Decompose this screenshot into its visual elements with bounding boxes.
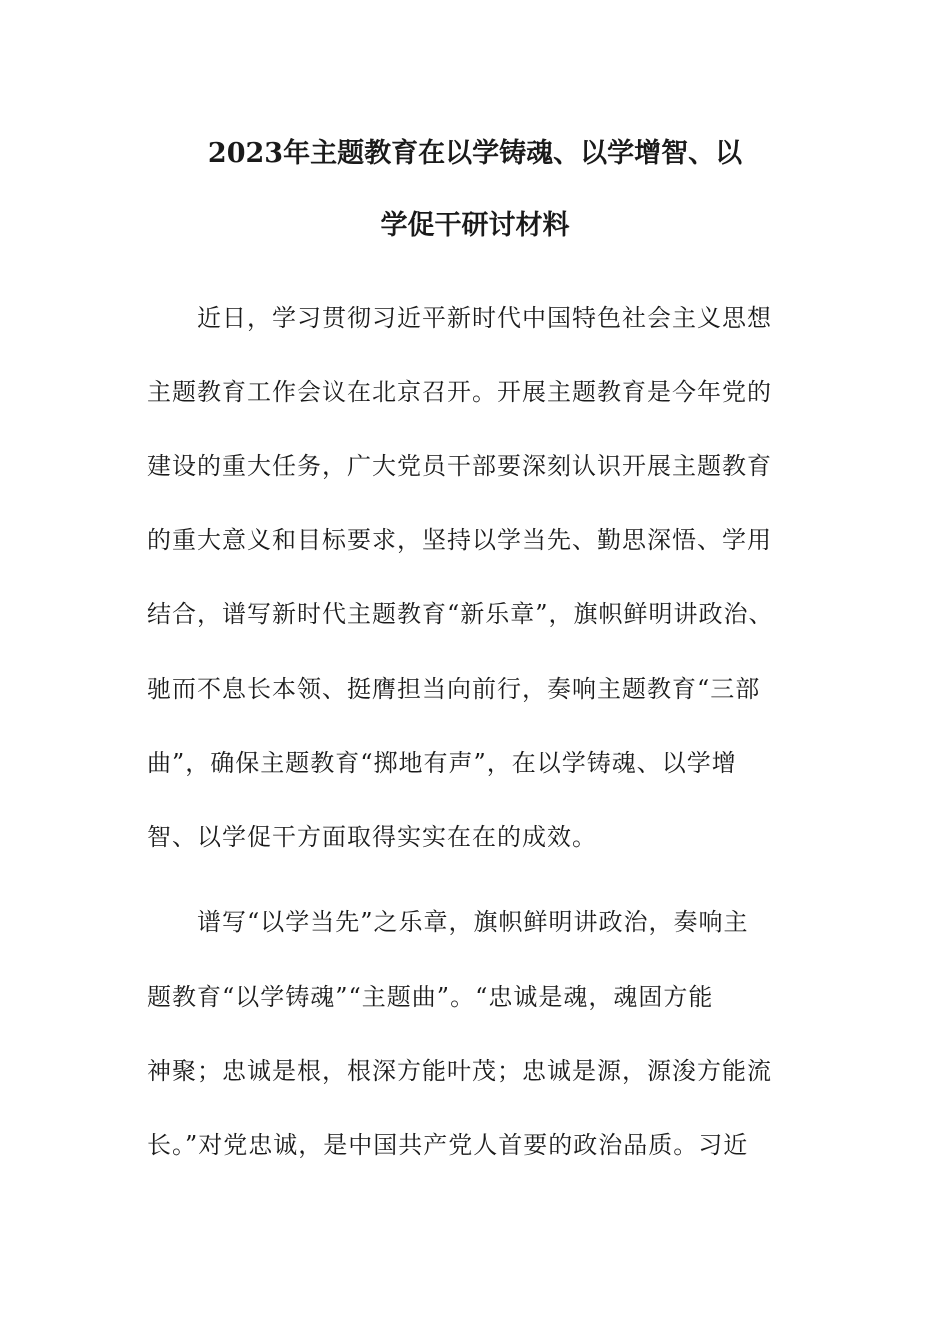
paragraph-1-line-4: 的重大意义和目标要求，坚持以学当先、勤思深悟、学用: [147, 526, 772, 554]
paragraph-1-line-5: 结合，谱写新时代主题教育“新乐章”，旗帜鲜明讲政治、: [147, 600, 774, 628]
paragraph-1-line-3: 建设的重大任务，广大党员干部要深刻认识开展主题教育: [147, 452, 772, 480]
paragraph-2-line-3: 神聚；忠诚是根，根深方能叶茂；忠诚是源，源浚方能流: [147, 1057, 772, 1085]
paragraph-2-line-1: 谱写“以学当先”之乐章，旗帜鲜明讲政治，奏响主: [147, 908, 749, 936]
document-title-line-1: 2023年主题教育在以学铸魂、以学增智、以: [207, 138, 743, 169]
document-title-line-2: 学促干研讨材料: [380, 210, 570, 241]
paragraph-1-line-2: 主题教育工作会议在北京召开。开展主题教育是今年党的: [147, 378, 772, 406]
paragraph-1-line-7: 曲”，确保主题教育“掷地有声”，在以学铸魂、以学增: [147, 749, 737, 777]
paragraph-1-line-1: 近日，学习贯彻习近平新时代中国特色社会主义思想: [147, 304, 772, 332]
paragraph-1-line-6: 驰而不息长本领、挺膺担当向前行，奏响主题教育“三部: [147, 675, 761, 703]
paragraph-1-line-8: 智、以学促干方面取得实实在在的成效。: [147, 823, 597, 851]
paragraph-2-line-4: 长。”对党忠诚，是中国共产党人首要的政治品质。习近: [147, 1131, 749, 1159]
paragraph-2-line-2: 题教育“以学铸魂”“主题曲”。“忠诚是魂，魂固方能: [147, 983, 714, 1011]
